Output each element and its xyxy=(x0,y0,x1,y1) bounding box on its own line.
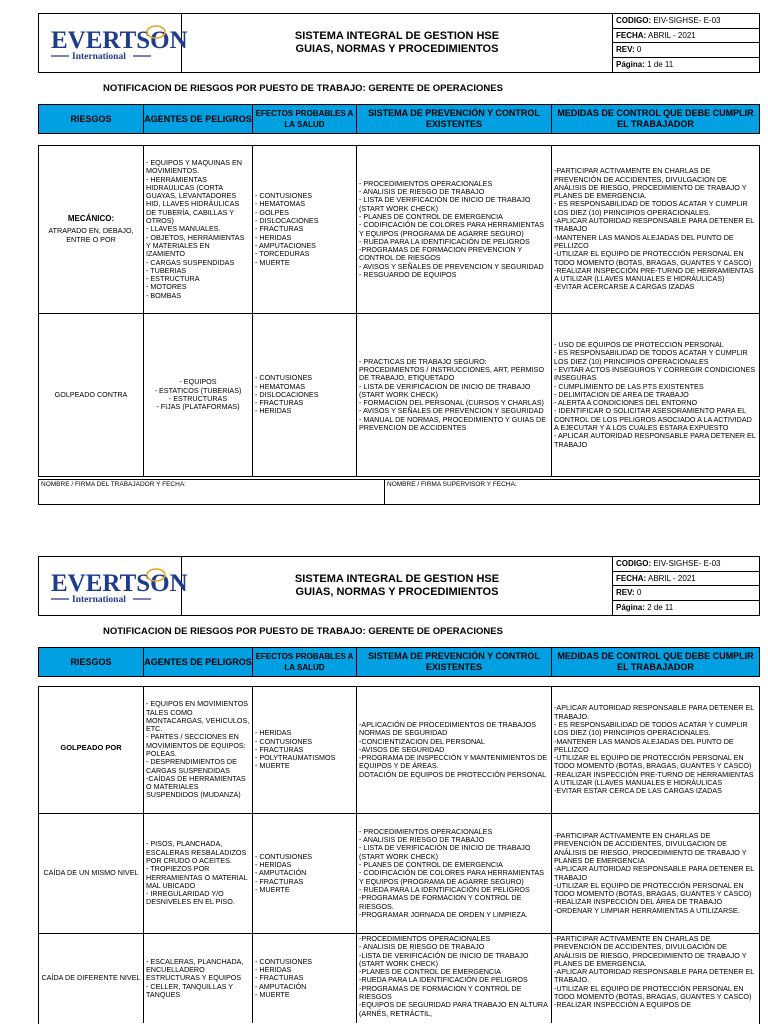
effects-cell: - CONTUSIONES - HEMATOMAS - GOLPES - DISLOCACIONES - FRACTURAS - HERIDAS - AMPUTACIONES - TORCEDURAS - MUERTE xyxy=(253,146,357,313)
col-agentes: AGENTES DE PELIGROS xyxy=(144,105,253,133)
table-row xyxy=(39,146,759,314)
effects-cell: - CONTUSIONES - HERIDAS - FRACTURAS - AMPUTACIÓN - MUERTE xyxy=(253,934,357,1023)
risk-name: MECÁNICO: xyxy=(67,214,115,224)
agents-cell: - EQUIPOS - ESTATICOS (TUBERIAS) - ESTRUCTURAS - FIJAS (PLATAFORMAS) xyxy=(144,314,253,476)
risk-cell xyxy=(39,814,144,933)
pagina-row: Página: 1 de 11 xyxy=(616,59,674,69)
notification-title: NOTIFICACION DE RIESGOS POR PUESTO DE TRABAJO: GERENTE DE OPERACIONES xyxy=(103,83,503,94)
logo-subtext: International xyxy=(72,52,126,62)
risk-table xyxy=(38,145,760,477)
table-row xyxy=(39,814,759,934)
rev-row: REV: 0 xyxy=(613,43,759,58)
rev-row: REV: 0 xyxy=(613,586,759,601)
table-row xyxy=(39,687,759,814)
evertson-logo-icon xyxy=(49,20,188,66)
document-meta xyxy=(612,557,759,615)
measures-cell: -PARTICIPAR ACTIVAMENTE EN CHARLAS DE PREVENCIÓN DE ACCIDENTES, DIVULGACION DE ANÁLISIS DE RIESGO, PROCEDIMIENTO DE TRABAJO Y PLANES DE EMERGENCIA -APLICAR AUTORIDAD RESPONSABLE PARA DETENER EL TRABAJO -UTILIZAR EL EQUIPO DE PROTECCIÓN PERSONAL EN TODO MOMENTO (BOTAS, BRAGAS, GUANTES Y CASCO) -REALIZAR INSPECCIÓN DEL ÁREA DE TRABAJO -ORDENAR Y LIMPIAR HERRAMIENTAS A UTILIZARSE. xyxy=(554,831,754,915)
supervisor-signature-field[interactable]: NOMBRE / FIRMA SUPERVISOR Y FECHA: xyxy=(387,481,517,488)
measures-cell: -PARTICIPAR ACTIVAMENTE EN CHARLAS DE PREVENCIÓN DE ACCIDENTES, DIVULGACIÓN DE ANÁLISIS DE RIESGO, PROCEDIMIENTO DE TRABAJO Y PLANES DE EMERGENCIA. -APLICAR AUTORIDAD RESPONSABLE PARA DETENER EL TRABAJO. -UTILIZAR EL EQUIPO DE PROTECCIÓN PERSONAL EN TODO MOMENTO (BOTAS, BRAGAS, GUANTES Y CASCO) -REALIZAR INSPECCIÓN A EQUIPOS DE xyxy=(554,934,754,1010)
risk-subtype: ATRAPADO EN, DEBAJO, ENTRE O POR xyxy=(48,226,134,244)
codigo-row: CODIGO: EIV-SIGHSE- E-03 xyxy=(613,557,759,572)
document-title xyxy=(182,557,612,615)
measures-cell: -PARTICIPAR ACTIVAMENTE EN CHARLAS DE PREVENCIÓN DE ACCIDENTES, DIVULGACION DE ANÁLISIS DE RIESGO, PROCEDIMIENTO DE TRABAJO Y PLANES DE EMERGENCIA. - ES RESPONSABILIDAD DE TODOS ACATAR Y CUMPLIR LOS DIEZ (10) PRINCIPIOS OPERACIONALES. -APLICAR AUTORIDAD RESPONSABLE PARA DETENER EL TRABAJO -MANTENER LAS MANOS ALEJADAS DEL PUNTO DE PELLIZCO -UTILIZAR EL EQUIPO DE PROTECCIÓN PERSONAL EN TODO MOMENTO (BOTAS, BRAGAS, GUANTES Y CASCO) -REALIZAR INSPECCIÓN PRE-TURNO DE HERRAMIENTAS A UTILIZAR (LLAVES MANUALES E HIDRÁULICAS) -EVITAR ACERCARSE A CARGAS IZADAS xyxy=(554,166,754,292)
system-cell: -PROCEDIMIENTOS OPERACIONALES - ANALISIS DE RIESGO DE TRABAJO -LISTA DE VERIFICACIÓN DE INICIO DE TRABAJO (START WORK CHECK) -PLANES DE CONTROL DE EMERGENCIA -RUEDA PARA LA IDENTIFICACIÓN DE PELIGROS -PROGRAMAS DE FORMACION Y CONTROL DE RIESGOS -EQUIPOS DE SEGURIDAD PARA TRABAJO EN ALTURA (ARNÉS, RETRÁCTIL, xyxy=(357,934,552,1023)
evertson-logo-icon xyxy=(49,563,188,609)
measures-cell: -APLICAR AUTORIDAD RESPONSABLE PARA DETENER EL TRABAJO. - ES RESPONSABILIDAD DE TODOS ACATAR Y CUMPLIR LOS DIEZ (10) PRINCIPIOS OPERACIONALES. -MANTENER LAS MANOS ALEJADAS DEL PUNTO DE PELLIZCO -UTILIZAR EL EQUIPO DE PROTECCIÓN PERSONAL EN TODO MOMENTO (BOTAS, BRAGAS, GUANTES Y CASCO) -REALIZAR INSPECCIÓN PRE-TURNO DE HERRAMIENTAS A UTILIZAR (LLAVES MANUALES E HIDRÁULICAS -EVITAR ESTAR CERCA DE LAS CARGAS IZADAS xyxy=(554,703,754,796)
col-agentes: AGENTES DE PELIGROS xyxy=(144,648,253,676)
signature-row xyxy=(38,479,760,505)
logo-subtext: International xyxy=(72,595,126,605)
fecha-row: FECHA: ABRIL - 2021 xyxy=(613,572,759,587)
agents-cell: - EQUIPOS EN MOVIMIENTOS TALES COMO MONTACARGAS, VEHICULOS, ETC. - PARTES / SECCIONES EN MOVIMIENTOS DE EQUIPOS: POLEAS. - DESPRENDIMIENTOS DE CARGAS SUSPENDIDAS -CAÍDAS DE HERRAMIENTAS O MATERIALES SUSPENDIDOS (MUDANZA) xyxy=(144,687,253,813)
page-header xyxy=(38,13,760,73)
table-header xyxy=(38,647,760,677)
risk-cell xyxy=(39,934,144,1023)
system-cell: -APLICACIÓN DE PROCEDIMIENTOS DE TRABAJOS NORMAS DE SEGURIDAD -CONCIENTIZACION DEL PERSONAL -AVISOS DE SEGURIDAD -PROGRAMA DE INSPECCIÓN Y MANTENIMIENTOS DE EQUIPOS Y DE ÁREAS. DOTACIÓN DE EQUIPOS DE PROTECCIÓN PERSONAL xyxy=(357,687,552,813)
company-logo xyxy=(39,557,188,615)
company-logo xyxy=(39,14,188,72)
fecha-row: FECHA: ABRIL - 2021 xyxy=(613,29,759,44)
risk-subtype: CAÍDA DE DIFERENTE NIVEL xyxy=(41,973,141,983)
risk-name: GOLPEADO POR xyxy=(60,742,122,752)
risk-cell xyxy=(39,687,144,813)
pagina-row: Página: 2 de 11 xyxy=(616,602,674,612)
worker-signature-field[interactable]: NOMBRE / FIRMA DEL TRABAJADOR Y FECHA: xyxy=(39,480,385,504)
effects-cell: - CONTUSIONES - HEMATOMAS - DISLOCACIONES - FRACTURAS - HERIDAS xyxy=(253,314,357,476)
agents-cell: - EQUIPOS Y MAQUINAS EN MOVIMIENTOS. - HERRAMIENTAS HIDRAULICAS (CORTA GUAYAS, LEVANTADORES HID, LLAVES HIDRÁULICAS DE TUBERÍA, CABILLAS Y OTROS) - LLAVES MANUALES. - OBJETOS, HERRAMIENTAS Y MATERIALES EN IZAMIENTO - CARGAS SUSPENDIDAS - TUBERIAS - ESTRUCTURA - MOTORES - BOMBAS xyxy=(144,146,253,313)
table-row xyxy=(39,314,759,476)
measures-cell: - USO DE EQUIPOS DE PROTECCION PERSONAL - ES RESPONSABILIDAD DE TODOS ACATAR Y CUMPLIR LOS DIEZ (10) PRINCIPIOS OPERACIONALES - EVITAR ACTOS INSEGUROS Y CORREGIR CONDICIONES INSEGURAS - CUMPLIMIENTO DE LAS PTS EXISTENTES - DELIMITACION DE AREA DE TRABAJO - ALERTA A CONDICIONES DEL ENTORNO - IDENTIFICAR O SOLICITAR ASESORAMIENTO PARA EL CONTROL DE LOS PELIGROS ASOCIADO A LA ACTIVIDAD A EJECUTAR Y A LOS CUALES ESTARA EXPUESTO - APLICAR AUTORIDAD RESPONSABLE PARA DETENER EL TRABAJO xyxy=(554,340,756,449)
effects-cell: - HERIDAS - CONTUSIONES - FRACTURAS - POLYTRAUMATISMOS - MUERTE xyxy=(253,687,357,813)
table-header xyxy=(38,104,760,134)
col-riesgos: RIESGOS xyxy=(39,105,144,133)
agents-cell: - PISOS, PLANCHADA, ESCALERAS RESBALADIZOS POR CRUDO O ACEITES. - TROPIEZOS POR HERRAMIENTAS O MATERIAL MAL UBICADO - IRREGULARIDAD Y/O DESNIVELES EN EL PISO. xyxy=(144,814,253,933)
risk-cell xyxy=(39,314,144,476)
title-line-2: GUIAS, NORMAS Y PROCEDIMIENTOS xyxy=(295,43,499,55)
effects-cell: - CONTUSIONES - HERIDAS - AMPUTACIÓN - FRACTURAS - MUERTE xyxy=(253,814,357,933)
title-line-1: SISTEMA INTEGRAL DE GESTION HSE xyxy=(294,573,500,585)
document-title xyxy=(182,14,612,72)
logo-text: EVERTSON xyxy=(51,570,188,597)
system-cell: - PROCEDIMIENTOS OPERACIONALES - ANALISIS DE RIESGO DE TRABAJO - LISTA DE VERIFICACIÓN DE INICIO DE TRABAJO (START WORK CHECK) - PLANES DE CONTROL DE EMERGENCIA - CODIFICACIÓN DE COLORES PARA HERRAMIENTAS Y EQUIPOS (PROGRAMA DE AGARRE SEGURO) - RUEDA PARA LA IDENTIFICACIÓN DE PELIGROS -PROGRAMAS DE FORMACION PREVENCION Y CONTROL DE RIESGOS - AVISOS Y SEÑALES DE PREVENCION Y SEGURIDAD - RESGUARDO DE EQUIPOS xyxy=(357,146,552,313)
col-riesgos: RIESGOS xyxy=(39,648,144,676)
risk-subtype: CAÍDA DE UN MISMO NIVEL xyxy=(43,868,139,878)
system-cell: - PRACTICAS DE TRABAJO SEGURO: PROCEDIMIENTOS / INSTRUCCIONES, ART, PERMISO DE TRABAJO, ETIQUETADO - LISTA DE VERIFICACION DE INICIO DE TRABAJO (START WORK CHECK) - FORMACION DEL PERSONAL (CURSOS Y CHARLAS) - AVISOS Y SEÑALES DE PREVENCION Y SEGURIDAD - MANUAL DE NORMAS, PROCEDIMIENTO Y GUIAS DE PREVENCION DE ACCIDENTES xyxy=(357,314,552,476)
notification-title: NOTIFICACION DE RIESGOS POR PUESTO DE TRABAJO: GERENTE DE OPERACIONES xyxy=(103,626,503,637)
col-sistema: SISTEMA DE PREVENCIÓN Y CONTROL EXISTENTES xyxy=(357,105,552,133)
title-line-1: SISTEMA INTEGRAL DE GESTION HSE xyxy=(294,30,500,42)
codigo-row: CODIGO: EIV-SIGHSE- E-03 xyxy=(613,14,759,29)
document-meta xyxy=(612,14,759,72)
title-line-2: GUIAS, NORMAS Y PROCEDIMIENTOS xyxy=(295,586,499,598)
logo-text: EVERTSON xyxy=(51,27,188,54)
table-row xyxy=(39,934,759,1023)
col-efectos: EFECTOS PROBABLES A LA SALUD xyxy=(253,648,357,676)
system-cell: - PROCEDIMIENTOS OPERACIONALES - ANALISIS DE RIESGO DE TRABAJO - LISTA DE VERIFICACIÓN DE INICIO DE TRABAJO (START WORK CHECK) - PLANES DE CONTROL DE EMERGENCIA - CODIFICACIÓN DE COLORES PARA HERRAMIENTAS Y EQUIPOS (PROGRAMA DE AGARRE SEGURO) - RUEDA PARA LA IDENTIFICACIÓN DE PELIGROS -PROGRAMAS DE FORMACION Y CONTROL DE RIESGOS. -PROGRAMAR JORNADA DE ORDEN Y LIMPIEZA. xyxy=(357,814,552,933)
col-sistema: SISTEMA DE PREVENCIÓN Y CONTROL EXISTENTES xyxy=(357,648,552,676)
risk-table xyxy=(38,686,760,1024)
col-medidas: MEDIDAS DE CONTROL QUE DEBE CUMPLIR EL TRABAJADOR xyxy=(557,651,754,672)
agents-cell: - ESCALERAS, PLANCHADA, ENCUELLADERO ESTRUCTURAS Y EQUIPOS - CELLER, TANQUILLAS Y TANQUES xyxy=(144,934,253,1023)
risk-cell xyxy=(39,146,144,313)
page-header xyxy=(38,556,760,616)
col-medidas: MEDIDAS DE CONTROL QUE DEBE CUMPLIR EL TRABAJADOR xyxy=(557,108,754,129)
risk-subtype: GOLPEADO CONTRA xyxy=(54,389,128,399)
col-efectos: EFECTOS PROBABLES A LA SALUD xyxy=(253,105,357,133)
